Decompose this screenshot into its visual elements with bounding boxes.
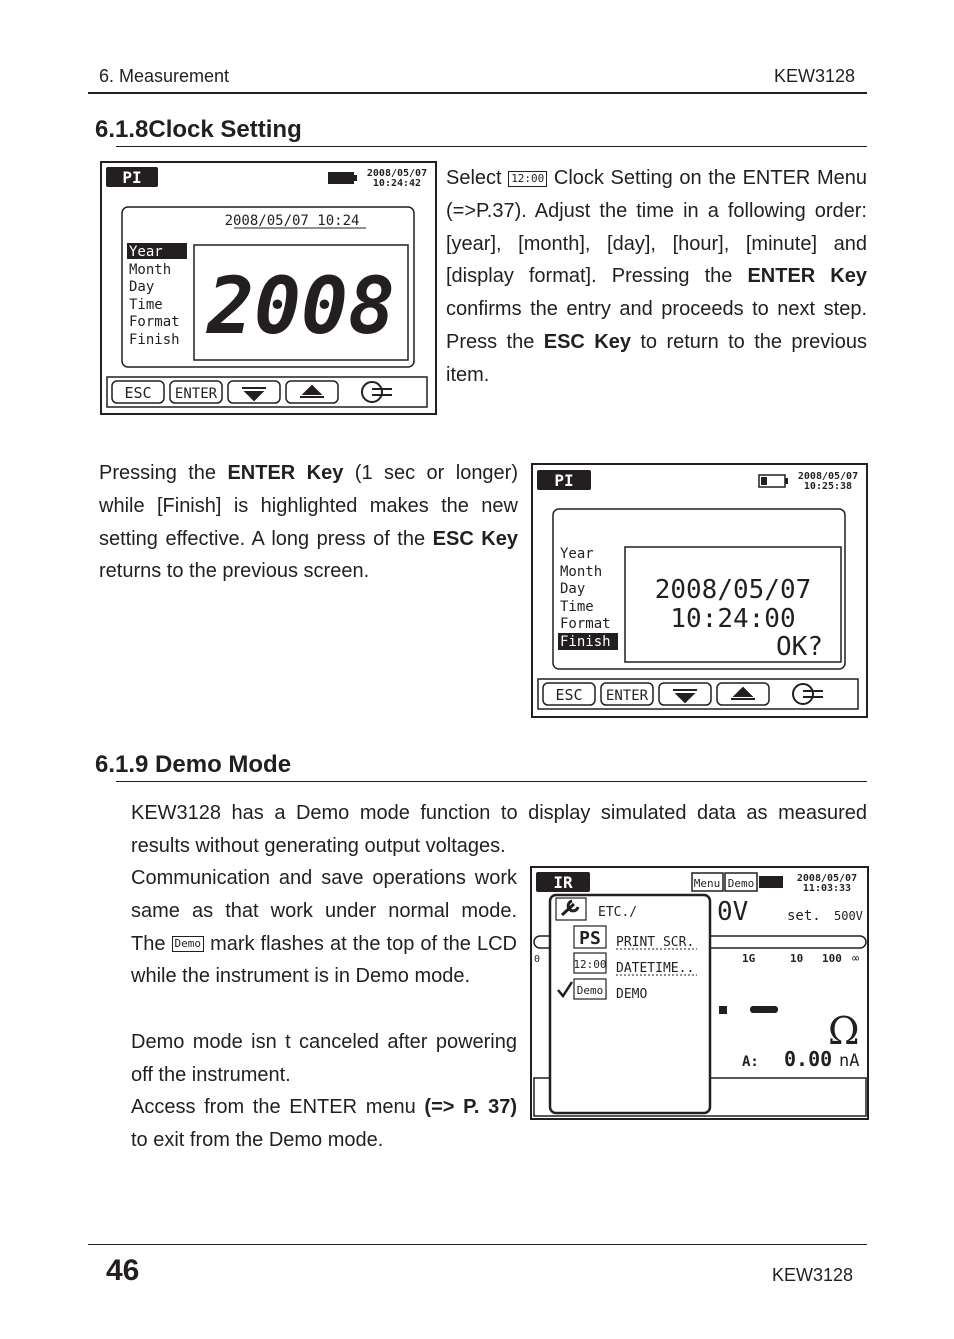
current-value: 0.00 bbox=[784, 1047, 833, 1071]
para2-a: Pressing the bbox=[99, 462, 217, 484]
menu-item-month: Month bbox=[560, 564, 603, 580]
menu-item-format: Format bbox=[560, 616, 611, 632]
menu-item-time: Time bbox=[560, 599, 594, 615]
para4-a: Access from the ENTER menu bbox=[131, 1096, 416, 1118]
confirm-date: 2008/05/07 bbox=[654, 575, 812, 605]
current-label: A: bbox=[742, 1054, 759, 1070]
mode-label: IR bbox=[553, 873, 573, 892]
running-header-section: 6. Measurement bbox=[99, 66, 230, 86]
print-screen-icon-label: PS bbox=[579, 928, 601, 949]
para2-demo-a: Communication and save operations work same as that work under normal mode. The bbox=[131, 867, 517, 955]
section-rule-clock bbox=[116, 146, 867, 147]
demo-paragraph-2 bbox=[131, 862, 517, 993]
menu-item-year: Year bbox=[560, 546, 594, 562]
demo-mark-icon: Demo bbox=[172, 936, 205, 952]
set-label: set. bbox=[787, 908, 821, 924]
status-time: 10:24:42 bbox=[372, 178, 422, 189]
menu-item-format: Format bbox=[129, 314, 180, 330]
status-date: 2008/05/07 bbox=[796, 873, 858, 884]
set-value: 500V bbox=[834, 909, 863, 923]
mode-label: PI bbox=[122, 168, 142, 187]
para2-esc-key: ESC Key bbox=[432, 527, 518, 550]
power-icon[interactable] bbox=[362, 382, 382, 402]
clock-setting-icon: 12:00 bbox=[508, 171, 547, 187]
section-title-clock: 6.1.8Clock Setting bbox=[95, 116, 302, 143]
footer-rule bbox=[88, 1244, 867, 1245]
menu-item-time: Time bbox=[129, 297, 163, 313]
scale-10: 10 bbox=[790, 952, 804, 965]
esc-button-label: ESC bbox=[555, 686, 583, 704]
para1-enter-key: ENTER Key bbox=[747, 265, 868, 288]
clock-icon-label: 12:00 bbox=[573, 958, 607, 971]
status-time: 10:25:38 bbox=[803, 481, 853, 492]
header-rule bbox=[88, 92, 867, 94]
up-arrow-icon bbox=[731, 688, 755, 699]
current-unit: nA bbox=[839, 1051, 860, 1071]
current-datetime: 2008/05/07 10:24 bbox=[224, 213, 360, 229]
para1-rest: Clock Setting on the ENTER Menu (=>P.37). Adjust the time in a following order: [year], [month], [day], [hour], [minute] and [display format]. Pressing the bbox=[446, 167, 867, 288]
demo-icon-label: Demo bbox=[576, 984, 604, 997]
menu-item-day: Day bbox=[560, 581, 586, 597]
status-date: 2008/05/07 bbox=[797, 471, 859, 482]
para1-esc-key: ESC Key bbox=[543, 330, 631, 353]
demo-paragraph-1: KEW3128 has a Demo mode function to display simulated data as measured results without generating output voltages. bbox=[131, 802, 867, 857]
menu-item-year: Year bbox=[129, 244, 163, 260]
footer-product: KEW3128 bbox=[771, 1265, 853, 1285]
scale-1g: 1G bbox=[742, 952, 756, 965]
year-value: 2008 bbox=[207, 262, 395, 352]
para4-bold: (=> P. 37) bbox=[424, 1096, 517, 1118]
scale-100: 100 bbox=[822, 952, 842, 965]
para4-b: to exit from the Demo mode. bbox=[131, 1128, 384, 1151]
menu-item-datetime[interactable]: DATETIME.. bbox=[616, 961, 695, 976]
menu-item-print-scr[interactable]: PRINT SCR. bbox=[616, 935, 695, 950]
lcd-screen-clock-confirm bbox=[531, 463, 868, 718]
menu-item-finish: Finish bbox=[560, 634, 611, 650]
menu-item-demo[interactable]: DEMO bbox=[616, 987, 648, 1002]
battery-icon bbox=[328, 172, 354, 184]
down-arrow-icon bbox=[673, 690, 697, 702]
menu-item-finish: Finish bbox=[129, 332, 180, 348]
demo-paragraph-4 bbox=[131, 1091, 517, 1157]
para2-enter-key: ENTER Key bbox=[227, 462, 344, 484]
confirm-prompt: OK? bbox=[776, 632, 823, 662]
lcd-screen-demo-menu bbox=[530, 866, 869, 1120]
para1-select: Select bbox=[446, 167, 502, 189]
voltage-reading: 0V bbox=[717, 897, 749, 927]
para2-demo-b: mark flashes at the top of the LCD while the instrument is in Demo mode. bbox=[131, 932, 517, 988]
confirm-time: 10:24:00 bbox=[670, 604, 796, 634]
menu-item-month: Month bbox=[129, 262, 172, 278]
esc-button-label: ESC bbox=[124, 384, 152, 402]
menu-badge-label: Menu bbox=[693, 877, 721, 890]
enter-button-label: ENTER bbox=[174, 386, 218, 402]
page-number: 46 bbox=[106, 1254, 140, 1287]
scale-0: 0 bbox=[534, 954, 541, 965]
menu-item-day: Day bbox=[129, 279, 155, 295]
down-arrow-icon bbox=[242, 388, 266, 400]
mode-label: PI bbox=[554, 471, 574, 490]
para1-confirm: confirms the entry and proceeds to next step. Press the bbox=[446, 298, 867, 353]
para2-b: (1 sec or longer) while [Finish] is highlighted makes the new setting effective. A long press of the bbox=[99, 462, 519, 550]
running-header-product: KEW3128 bbox=[773, 66, 855, 86]
demo-badge-label: Demo bbox=[727, 877, 755, 890]
clock-paragraph-1 bbox=[446, 162, 867, 392]
up-arrow-icon bbox=[300, 386, 324, 397]
section-title-demo: 6.1.9 Demo Mode bbox=[95, 751, 292, 778]
power-icon[interactable] bbox=[793, 684, 813, 704]
status-date: 2008/05/07 bbox=[366, 168, 428, 179]
ohm-unit: Ω bbox=[828, 1009, 860, 1053]
enter-button-label: ENTER bbox=[605, 688, 649, 704]
para1-end: to return to the previous item. bbox=[446, 330, 867, 386]
demo-paragraph-3: Demo mode isn t canceled after powering off the instrument. bbox=[131, 1031, 517, 1086]
scale-infinity: ∞ bbox=[852, 951, 860, 965]
status-time: 11:03:33 bbox=[802, 883, 852, 894]
section-rule-demo bbox=[116, 781, 867, 782]
menu-item-etc[interactable]: ETC./ bbox=[598, 905, 638, 920]
lcd-screen-clock-setting bbox=[100, 161, 437, 415]
battery-icon bbox=[759, 876, 783, 888]
clock-paragraph-2 bbox=[99, 457, 518, 588]
para2-c: returns to the previous screen. bbox=[99, 560, 370, 583]
